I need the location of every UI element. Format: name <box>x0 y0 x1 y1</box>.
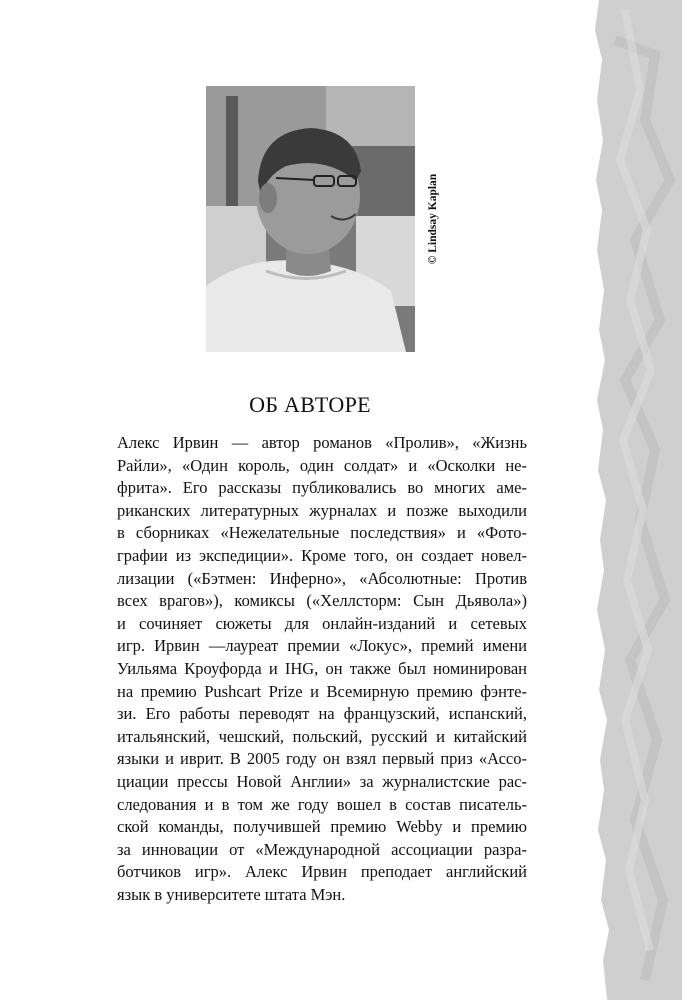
bio-line: следования и в том же году вошел в состав писатель- <box>117 794 527 814</box>
bio-line: Алекс Ирвин — автор романов «Пролив», «Жизнь <box>117 433 527 452</box>
photo-credit-area <box>423 86 443 352</box>
bio-line: всех врагов»), комиксы («Хеллсторм: Сын Дьявола») <box>117 591 527 611</box>
bio-line: риканских литературных журналах и позже выходили <box>117 500 527 520</box>
bio-line: ботчиков игр». Алекс Ирвин преподает английский <box>117 862 527 882</box>
bio-line: фрита». Его рассказы публиковались во многих аме- <box>117 478 527 498</box>
bio-line: Уильяма Кроуфорда и IHG, он также был номинирован <box>117 658 527 678</box>
bio-line: и сочиняет сюжеты для онлайн-изданий и сетевых <box>117 613 527 633</box>
photo-credit: © Lindsay Kaplan <box>427 173 439 265</box>
author-photo <box>206 86 415 352</box>
bio-line: зи. Его работы переводят на французский, испанский, <box>117 704 527 724</box>
torn-paper-edge <box>585 0 682 1000</box>
bio-line: за инновации от «Международной ассоциации разра- <box>117 839 527 859</box>
bio-line: лизации («Бэтмен: Инферно», «Абсолютные: Против <box>117 568 527 588</box>
bio-line: на премию Pushcart Prize и Всемирную премию фэнте- <box>117 681 527 701</box>
bio-line: язык в университете штата Мэн. <box>117 884 346 904</box>
author-bio <box>117 432 527 906</box>
bio-line: циации прессы Новой Англии» за журналистские рас- <box>117 771 527 791</box>
bio-line: языки и иврит. В 2005 году он взял первый приз «Ассо- <box>117 749 527 769</box>
bio-line: игр. Ирвин —лауреат премии «Локус», премий имени <box>117 636 527 656</box>
bio-line: Райли», «Один король, один солдат» и «Осколки не- <box>117 455 527 475</box>
bio-line: итальянский, чешский, польский, русский и китайский <box>117 726 527 746</box>
bio-line: ской команды, получившей премию Webby и премию <box>117 817 527 837</box>
page-title: ОБ АВТОРЕ <box>249 392 371 417</box>
bio-line: графии из экспедиции». Кроме того, он создает новел- <box>117 545 527 565</box>
bio-line: в сборниках «Нежелательные последствия» и «Фото- <box>117 523 527 543</box>
